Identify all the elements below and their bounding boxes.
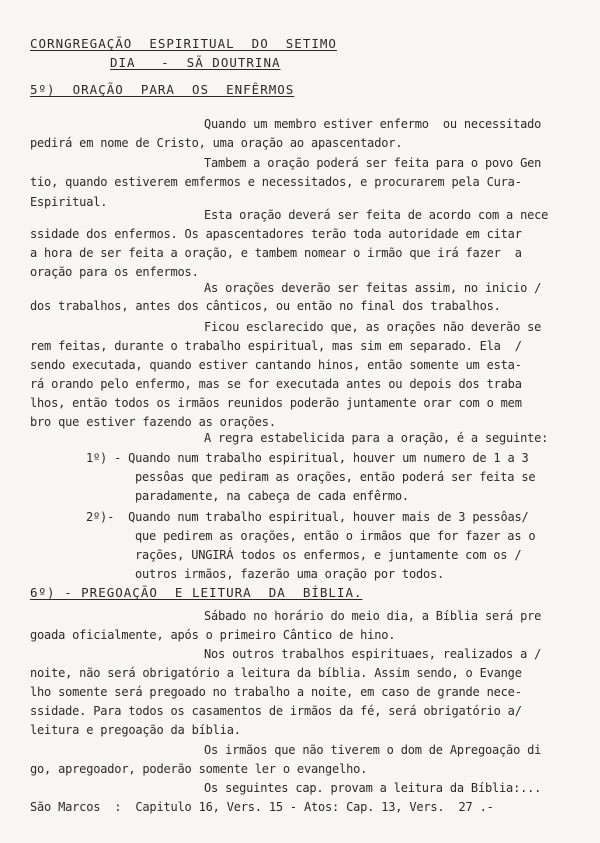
body-line: sendo executada, quando estiver cantando hinos, então somente um esta- bbox=[30, 358, 522, 372]
body-line: Os irmãos que não tiverem o dom de Apregoação di bbox=[204, 743, 542, 757]
body-line: dos trabalhos, antes dos cânticos, ou então no final dos trabalhos. bbox=[30, 299, 501, 313]
body-line: Espiritual. bbox=[30, 195, 108, 209]
body-line: ssidade. Para todos os casamentos de irmãos da fé, será obrigatório a/ bbox=[30, 704, 522, 718]
body-line: oração para os enfermos. bbox=[30, 265, 199, 279]
body-line: Tambem a oração poderá ser feita para o povo Gen bbox=[204, 156, 542, 170]
body-line: A regra estabelicida para a oração, é a seguinte: bbox=[204, 431, 549, 445]
rule-item-2: 2º)- Quando num trabalho espiritual, houver mais de 3 pessôas/ bbox=[86, 510, 529, 524]
document-title-line-2: DIA - SÃ DOUTRINA bbox=[110, 55, 281, 70]
rule-item-1: 1º) - Quando num trabalho espiritual, houver um numero de 1 a 3 bbox=[86, 451, 529, 465]
body-line: Ficou esclarecido que, as orações não deverão se bbox=[204, 320, 542, 334]
body-line: ssidade dos enfermos. Os apascentadores terão toda autoridade em citar bbox=[30, 227, 522, 241]
body-line: goada oficialmente, após o primeiro Cântico de hino. bbox=[30, 628, 396, 642]
body-line: noite, não será obrigatório a leitura da bíblia. Assim sendo, o Evange bbox=[30, 666, 522, 680]
rule-item-1-continued: pessôas que pediram as orações, então poderá ser feita se bbox=[135, 470, 536, 484]
rule-item-1-continued: paradamente, na cabeça de cada enfêrmo. bbox=[135, 489, 409, 503]
body-line: a hora de ser feita a oração, e tambem nomear o irmão que irá fazer a bbox=[30, 246, 522, 260]
body-line: lho somente será pregoado no trabalho a noite, em caso de grande nece- bbox=[30, 685, 522, 699]
body-line: Esta oração deverá ser feita de acordo com a nece bbox=[204, 208, 549, 222]
document-title-line-1: CORNGREGAÇÃO ESPIRITUAL DO SETIMO bbox=[30, 36, 337, 51]
body-line: rem feitas, durante o trabalho espiritual, mas sim em separado. Ela / bbox=[30, 339, 522, 353]
body-line: As orações deverão ser feitas assim, no inicio / bbox=[204, 281, 542, 295]
body-line: Sábado no horário do meio dia, a Bíblia será pre bbox=[204, 609, 542, 623]
rule-item-2-continued: outros irmãos, fazerão uma oração por todos. bbox=[135, 567, 445, 581]
rule-item-2-continued: rações, UNGIRÁ todos os enfermos, e juntamente com os / bbox=[135, 548, 522, 562]
body-line: lhos, então todos os irmãos reunidos poderão juntamente orar com o mem bbox=[30, 396, 522, 410]
body-line: bro que estiver fazendo as orações. bbox=[30, 415, 276, 429]
rule-item-2-continued: que pedirem as orações, então o irmãos que for fazer as o bbox=[135, 529, 536, 543]
body-line: rá orando pelo enfermo, mas se for executada antes ou depois dos traba bbox=[30, 377, 522, 391]
body-line: leitura e pregoação da bíblia. bbox=[30, 723, 241, 737]
section-6-heading: 6º) - PREGOAÇÃO E LEITURA DA BÍBLIA. bbox=[30, 585, 363, 600]
body-line: Os seguintes cap. provam a leitura da Bíblia:... bbox=[204, 781, 542, 795]
body-line: Quando um membro estiver enfermo ou necessitado bbox=[204, 117, 542, 131]
scripture-reference-line: São Marcos : Capitulo 16, Vers. 15 - Atos: Cap. 13, Vers. 27 .- bbox=[30, 800, 494, 814]
section-5-heading: 5º) ORAÇÃO PARA OS ENFÊRMOS bbox=[30, 82, 295, 97]
body-line: go, apregoador, poderão somente ler o evangelho. bbox=[30, 762, 368, 776]
body-line: tio, quando estiverem emfermos e necessitados, e procurarem pela Cura- bbox=[30, 175, 522, 189]
body-line: pedirá em nome de Cristo, uma oração ao apascentador. bbox=[30, 136, 403, 150]
body-line: Nos outros trabalhos espirituaes, realizados a / bbox=[204, 647, 542, 661]
